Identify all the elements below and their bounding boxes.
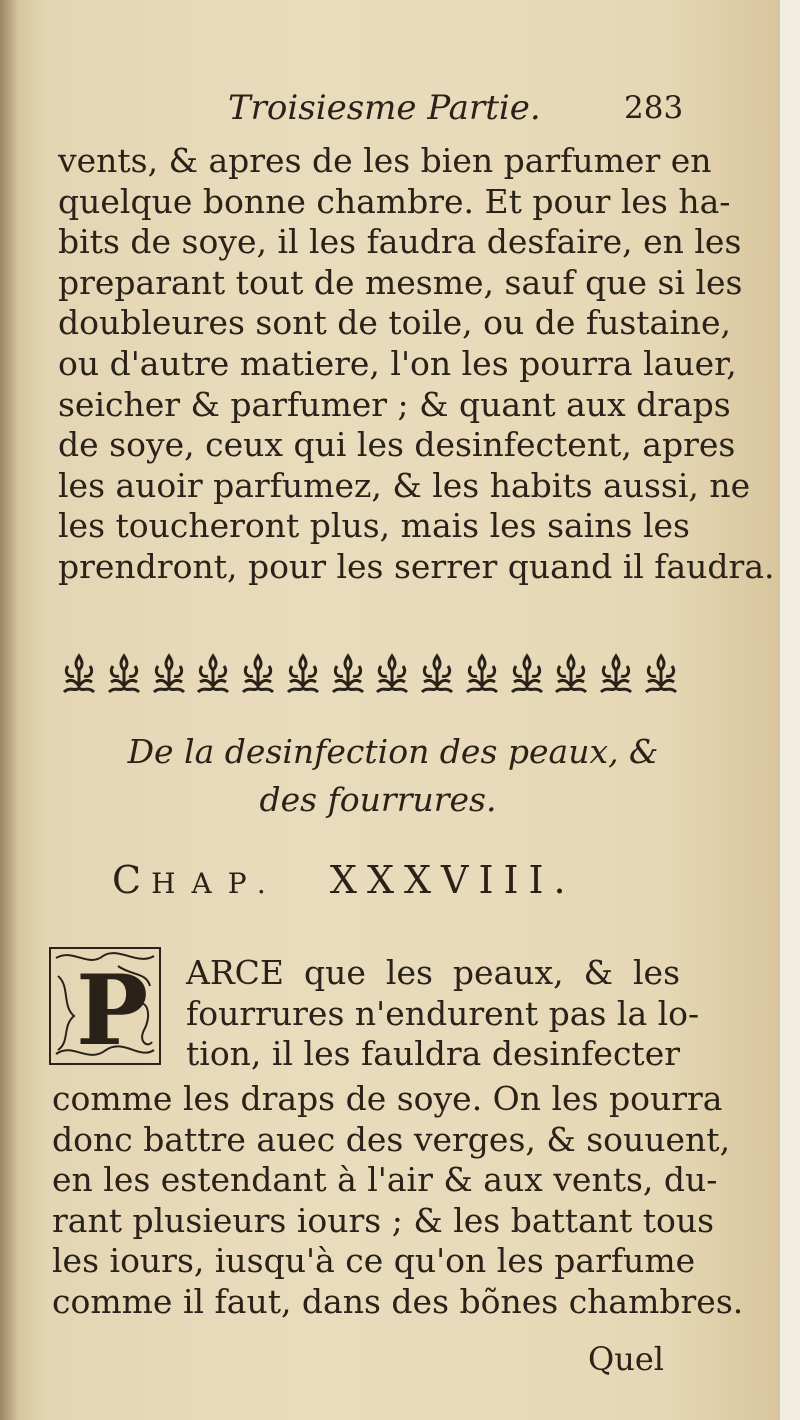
fleuron-icon: [148, 652, 190, 698]
fleuron-icon: [506, 652, 548, 698]
text-line: bits de soye, il les faudra desfaire, en les: [58, 222, 742, 262]
page-edge: [780, 0, 800, 1420]
text-line: ARCE que les peaux, & les: [186, 953, 680, 992]
fleuron-icon: [327, 652, 369, 698]
fleuron-icon: [595, 652, 637, 698]
chapter-title-line1: De la desinfection des peaux, &: [127, 732, 659, 771]
running-title: Troisiesme Partie.: [228, 88, 541, 128]
svg-text:P: P: [76, 954, 149, 1066]
decorated-initial-p: [48, 946, 162, 1066]
text-line: les iours, iusqu'à ce qu'on les parfume: [52, 1241, 696, 1281]
text-line: preparant tout de mesme, sauf que si les: [58, 262, 743, 302]
fleuron-icon: [192, 652, 234, 698]
chapter-title-line2: des fourrures.: [259, 780, 497, 819]
paragraph-bottom-indented: [186, 953, 700, 1075]
chapter-prefix-capital: C: [112, 858, 152, 902]
text-line: comme il faut, dans des bõnes chambres.: [52, 1281, 744, 1321]
chapter-prefix-small: HAP.: [151, 867, 282, 900]
text-line: fourrures n'endurent pas la lo-: [186, 993, 700, 1033]
fleuron-icon: [237, 652, 279, 698]
text-line: doubleures sont de toile, ou de fustaine,: [58, 303, 732, 343]
text-line: tion, il les fauldra desinfecter: [186, 1034, 680, 1074]
fleuron-icon: [282, 652, 324, 698]
fleuron-icon: [371, 652, 413, 698]
page-number: 283: [624, 90, 684, 126]
paragraph-bottom: [52, 1079, 744, 1323]
spine-shadow: [0, 0, 18, 1420]
text-line: ou d'autre matiere, l'on les pourra lauer,: [58, 343, 737, 383]
decorated-initial-icon: [48, 946, 162, 1066]
text-line: vents, & apres de les bien parfumer en: [58, 141, 712, 180]
fleuron-icon: [416, 652, 458, 698]
chapter-title: [58, 728, 698, 824]
text-line: donc battre auec des verges, & souuent,: [52, 1119, 731, 1159]
text-line: seicher & parfumer ; & quant aux draps: [58, 384, 731, 424]
fleuron-icon: [58, 652, 100, 698]
fleuron-icon: [461, 652, 503, 698]
page-header: [0, 88, 780, 138]
paragraph-top: [58, 141, 775, 588]
text-line: quelque bonne chambre. Et pour les ha-: [58, 181, 731, 221]
text-line: prendront, pour les serrer quand il faudra.: [58, 546, 775, 586]
text-line: les toucheront plus, mais les sains les: [58, 506, 690, 546]
text-line: en les estendant à l'air & aux vents, du-: [52, 1160, 718, 1200]
text-line: de soye, ceux qui les desinfectent, apres: [58, 425, 736, 465]
text-line: comme les draps de soye. On les pourra: [52, 1079, 723, 1118]
chapter-number: XXXVIII.: [329, 858, 576, 902]
fleuron-icon: [103, 652, 145, 698]
fleuron-ornament-band: [58, 645, 682, 705]
fleuron-icon: [550, 652, 592, 698]
text-line: les auoir parfumez, & les habits aussi, ne: [58, 465, 751, 505]
fleuron-icon: [640, 652, 682, 698]
chapter-number-line: [112, 858, 632, 902]
text-line: rant plusieurs iours ; & les battant tous: [52, 1200, 715, 1240]
catchword: Quel: [588, 1340, 665, 1378]
